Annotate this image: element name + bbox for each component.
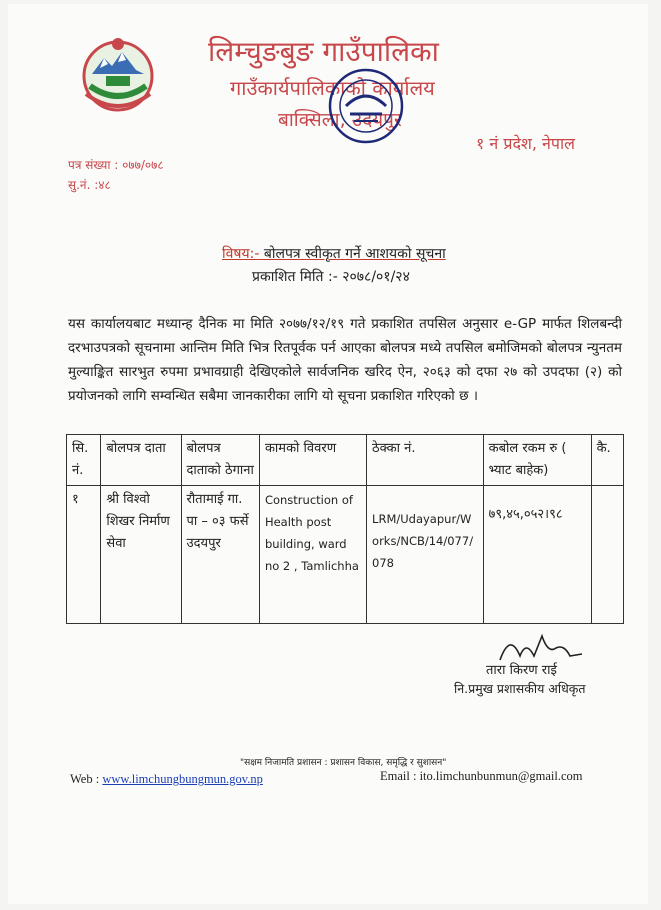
cell-bidder: श्री विश्वो शिखर निर्माण सेवा (101, 486, 181, 624)
cell-contract-no: LRM/Udayapur/Works/NCB/14/077/078 (367, 486, 484, 624)
bid-table (66, 434, 624, 624)
footer-email: Email : ito.limchunbunmun@gmail.com (380, 769, 583, 783)
municipality-title: लिम्चुङबुङ गाउँपालिका (208, 35, 439, 68)
footer-slogan: "सक्षम निजामति प्रशासन : प्रशासन विकास, समृद्धि र सुशासन" (240, 758, 447, 768)
table-row (67, 486, 624, 624)
website-link[interactable]: www.limchungbungmun.gov.np (102, 772, 263, 786)
province-label: १ नं प्रदेश, नेपाल (476, 134, 575, 153)
cell-amount: ७९,४५,०५२।९८ (483, 486, 591, 624)
footer-web (70, 772, 263, 787)
cell-description: Construction of Health post building, ward no 2 , Tamlichha (259, 486, 366, 624)
signatory-name: तारा किरण राई (486, 663, 557, 678)
subject-line (222, 244, 446, 263)
published-date: प्रकाशित मिति :- २०७८/०१/२४ (252, 269, 410, 285)
dispatch-number: सु.नं. :४८ (68, 178, 111, 192)
col-contract-no: ठेक्का नं. (367, 435, 484, 486)
office-name: गाउँकार्यपालिकाको कार्यालय (230, 76, 435, 100)
cell-address: रौतामाई गा. पा – ०३ फर्से उदयपुर (181, 486, 259, 624)
signatory-title: नि.प्रमुख प्रशासकीय अधिकृत (454, 681, 586, 696)
subject-label: विषय:- (222, 246, 260, 262)
col-bidder: बोलपत्र दाता (101, 435, 181, 486)
office-location: बाक्सिला, उदयपुर (278, 109, 402, 131)
col-serial: सि. नं. (67, 435, 101, 486)
table-header-row (67, 435, 624, 486)
letter-number: पत्र संख्या : ०७७/०७८ (68, 158, 164, 172)
col-description: कामको विवरण (259, 435, 366, 486)
web-label: Web : (70, 772, 100, 786)
nepal-emblem-logo (78, 34, 158, 114)
letter-page (8, 4, 648, 904)
col-amount: कबोल रकम रु ( भ्याट बाहेक) (483, 435, 591, 486)
cell-remarks (591, 486, 623, 624)
notice-body: यस कार्यालयबाट मध्यान्ह दैनिक मा मिति २०७७/१२/१९ गते प्रकाशित तपसिल अनुसार e-GP मार्फत शिलबन्दी दरभाउपत्रको सूचनामा आन्तिम मिति भित्र रितपूर्वक पर्न आएका बोलपत्र मध्ये तपसिल बमोजिमको बोलपत्र न्युनतम मुल्याङ्कित सारभुत रुपमा प्रभावग्राही देखिएकोले सार्वजनिक खरिद ऐन, २०६३ को दफा २७ को उपदफा (२) को प्रयोजनको लागि सम्वन्धित सबैमा जानकारीका लागि यो सूचना प्रकाशित गरिएको छ । (68, 316, 622, 404)
col-address: बोलपत्र दाताको ठेगाना (181, 435, 259, 486)
cell-serial: १ (67, 486, 101, 624)
subject-text: बोलपत्र स्वीकृत गर्ने आशयको सूचना (263, 246, 446, 262)
col-remarks: कै. (591, 435, 623, 486)
office-seal-stamp (326, 66, 406, 146)
